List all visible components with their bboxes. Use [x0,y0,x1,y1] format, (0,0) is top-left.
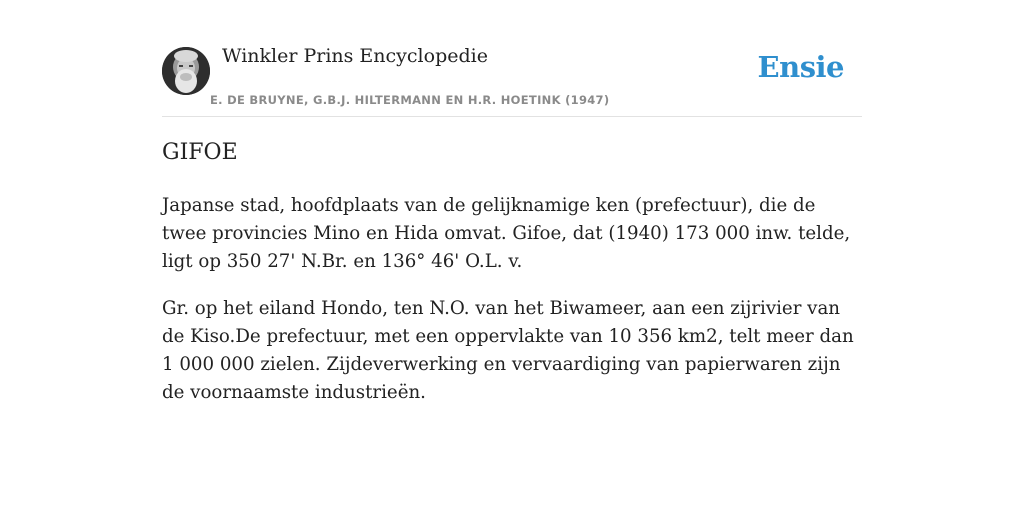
avatar [162,47,210,95]
entry-paragraph: Gr. op het eiland Hondo, ten N.O. van het Biwameer, aan een zijrivier van de Kiso.De prefectuur, met een oppervlakte van 10 356 km2, telt meer dan 1 000 000 zielen. Zijdeverwerking en vervaardiging van papierwaren zijn de voornaamste industrieën. [162,298,854,403]
encyclopedia-title[interactable]: Winkler Prins Encyclopedie [222,45,488,67]
header [162,0,862,117]
entry-body [162,192,862,426]
ensie-logo-link[interactable]: Ensie [757,50,844,84]
page [162,0,862,403]
authors-line: E. DE BRUYNE, G.B.J. HILTERMANN EN H.R. HOETINK (1947) [210,93,610,107]
entry-paragraph: Japanse stad, hoofdplaats van de gelijknamige ken (prefectuur), die de twee provincies Mino en Hida omvat. Gifoe, dat (1940) 173 000 inw. telde, ligt op 350 27' N.Br. en 136° 46' O.L. v. [162,195,851,272]
entry-title: GIFOE [162,140,238,165]
portrait-photo [162,47,210,95]
